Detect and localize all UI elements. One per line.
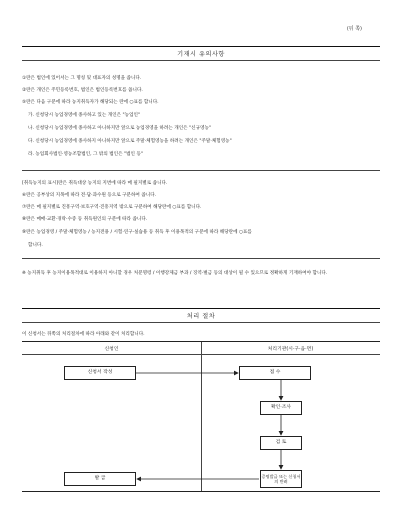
step-confirm-investigate: 확인·조사: [260, 401, 302, 415]
note-item: ⑥란은 공부상의 지목에 따라 전·답·과수원 등으로 구분하여 씁니다.: [22, 193, 157, 198]
process-intro: 이 신청서는 뒤쪽의 처리절차에 따라 아래와 같이 처리합니다.: [22, 332, 145, 337]
step-write-application: 신청서 작성: [64, 366, 136, 380]
note-subitem: 라. 농업회사법인·영농조합법인, 그 밖의 법인은 "법인 등": [28, 152, 143, 157]
warning-note: ※ 농지취득 후 농지이용목적대로 이용하지 아니할 경우 처분명령 / 이행강제금 부과 / 징역·벌금 등의 대상이 될 수 있으므로 정확하게 기재하여야 합니다.: [22, 271, 328, 276]
note-item: ⑨란은 농업경영 / 주말·체험영농 / 농지전용 / 시험·연구·실습용 등 취득 후 이용목적의 구분에 따라 해당란에 ○표를: [22, 230, 252, 235]
note-item: ⑧란은 매매·교환·경락·수증 등 취득원인의 구분에 따라 씁니다.: [22, 217, 148, 222]
note-subitem: 다. 신청당시 농업경영에 종사하지 아니하지만 앞으로 주말·체험영농을 하려는 개인은 "주말·체험영농": [28, 139, 232, 144]
step-review: 검 토: [260, 436, 302, 450]
notes-title-bar: [22, 46, 380, 61]
note-item: ⑤란은 다음 구분에 따라 농지취득자가 해당되는 란에 ○표를 합니다.: [22, 100, 159, 105]
section-divider: [22, 170, 380, 171]
notes-title: 기재시 유의사항: [177, 51, 225, 58]
note-item-continued: 합니다.: [28, 243, 43, 248]
section-divider: [22, 258, 380, 259]
process-title: 처리 절차: [186, 313, 216, 320]
note-item: ②란은 개인은 주민등록번호, 법인은 법인등록번호를 씁니다.: [22, 88, 143, 93]
step-issue-or-return: 증명발급 또는 신청서의 반려: [260, 470, 302, 488]
note-item: [취득농지의 표시]란은 취득대상 농지의 지번에 따라 매 필지별로 씁니다.: [22, 181, 168, 186]
step-receive: 접 수: [239, 366, 311, 380]
step-issue: 발 급: [64, 472, 136, 486]
agency-column-header: 처리기관(시·구·읍·면): [267, 347, 314, 352]
note-item: ①란은 법인에 있어서는 그 명칭 및 대표자의 성명을 씁니다.: [22, 76, 142, 81]
note-subitem: 가. 신청당시 농업경영에 종사하고 있는 개인은 "농업인": [28, 113, 141, 118]
note-item: ⑦란은 매 필지별로 진흥구역·보호구역·진흥지역 밖으로 구분하여 해당란에 ○표를 합니다.: [22, 205, 202, 210]
note-subitem: 나. 신청당시 농업경영에 종사하고 아니하지만 앞으로 농업경영을 하려는 개인은 "신규영농": [28, 126, 212, 131]
applicant-column-header: 신청인: [104, 347, 119, 352]
page-marker: (뒤 쪽): [346, 26, 362, 32]
column-divider: [201, 342, 202, 491]
process-flow-table: [22, 341, 380, 492]
process-title-bar: [22, 308, 380, 323]
